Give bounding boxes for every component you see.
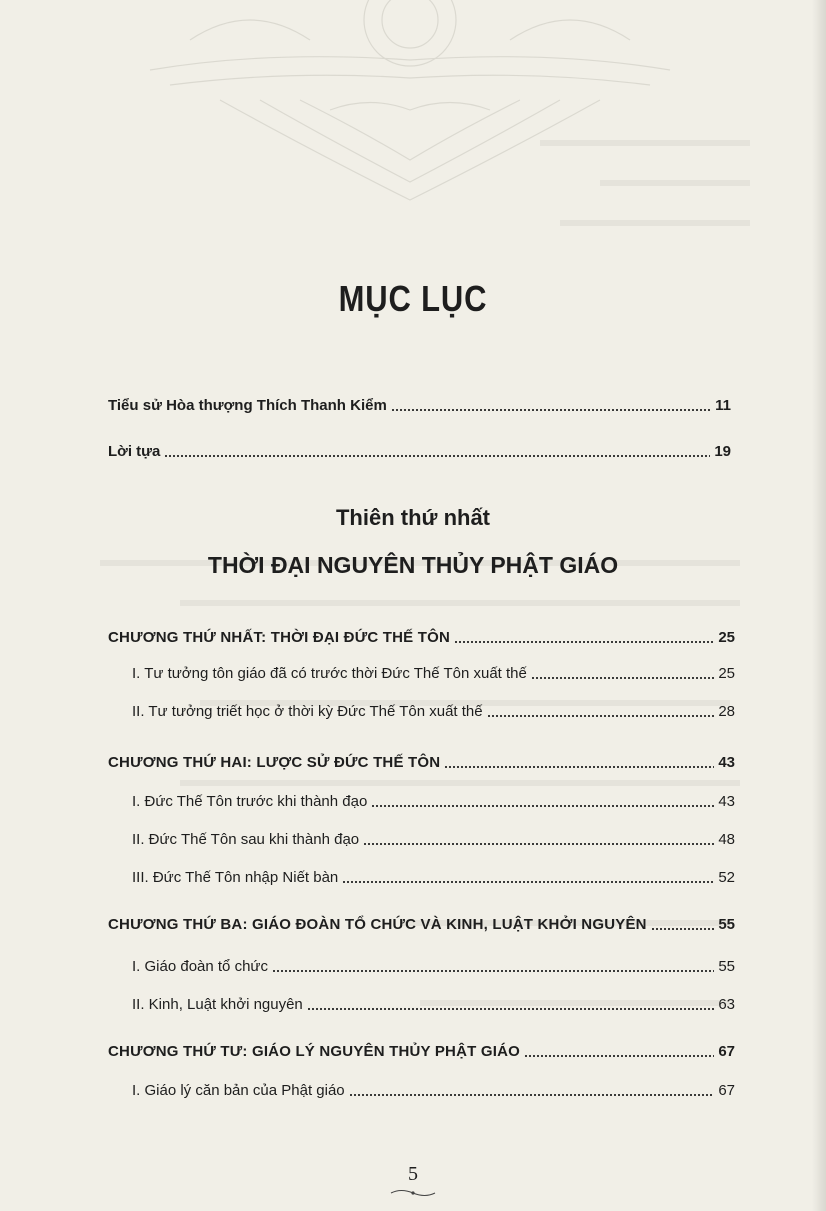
toc-entry-label: Tiểu sử Hòa thượng Thích Thanh Kiểm (108, 397, 387, 414)
toc-entry-page: 19 (714, 443, 731, 460)
chapter-label: CHƯƠNG THỨ TƯ: GIÁO LÝ NGUYÊN THỦY PHẬT GIÁO (108, 1043, 520, 1060)
toc-chapter-4[interactable] (108, 1040, 735, 1064)
page-number-flourish (389, 1188, 437, 1198)
dot-leader (524, 1054, 714, 1058)
dot-leader (307, 1007, 715, 1011)
dot-leader (444, 765, 714, 769)
section-label: II. Đức Thế Tôn sau khi thành đạo (132, 831, 360, 848)
dot-leader (531, 676, 714, 680)
toc-chapter-3[interactable] (108, 913, 735, 937)
section-label: I. Tư tưởng tôn giáo đã có trước thời Đức Thế Tôn xuất thế (132, 665, 527, 682)
section-page: 25 (718, 665, 735, 682)
dot-leader (349, 1093, 715, 1097)
toc-entry-page: 11 (715, 397, 731, 414)
chapter-page: 43 (718, 754, 735, 771)
dot-leader (487, 714, 715, 718)
chapter-label: CHƯƠNG THỨ HAI: LƯỢC SỬ ĐỨC THẾ TÔN (108, 754, 441, 771)
toc-section[interactable] (132, 993, 735, 1017)
toc-entry-biography[interactable] (108, 394, 731, 418)
section-page: 28 (718, 703, 735, 720)
toc-section[interactable] (132, 662, 735, 686)
dot-leader (651, 927, 715, 931)
section-page: 67 (718, 1082, 735, 1099)
section-label: III. Đức Thế Tôn nhập Niết bàn (132, 869, 339, 886)
chapter-page: 55 (718, 916, 735, 933)
toc-chapter-2[interactable] (108, 751, 735, 775)
section-label: II. Tư tưởng triết học ở thời kỳ Đức Thế Tôn xuất thế (132, 703, 483, 720)
section-label: II. Kinh, Luật khởi nguyên (132, 996, 303, 1013)
toc-section[interactable] (132, 790, 735, 814)
part-title: THỜI ĐẠI NGUYÊN THỦY PHẬT GIÁO (207, 552, 619, 578)
section-page: 63 (718, 996, 735, 1013)
section-page: 48 (718, 831, 735, 848)
dot-leader (164, 454, 710, 458)
section-page: 52 (718, 869, 735, 886)
dot-leader (272, 969, 714, 973)
toc-section[interactable] (132, 828, 735, 852)
dot-leader (371, 804, 714, 808)
page-edge-shadow (812, 0, 826, 1211)
toc-section[interactable] (132, 700, 735, 724)
section-page: 55 (718, 958, 735, 975)
section-label: I. Giáo lý căn bản của Phật giáo (132, 1082, 345, 1099)
chapter-label: CHƯƠNG THỨ BA: GIÁO ĐOÀN TỔ CHỨC VÀ KINH, LUẬT KHỞI NGUYÊN (108, 916, 647, 933)
page-number: 5 (408, 1163, 418, 1185)
chapter-label: CHƯƠNG THỨ NHẤT: THỜI ĐẠI ĐỨC THẾ TÔN (108, 629, 450, 646)
part-label: Thiên thứ nhất (335, 505, 491, 530)
toc-section[interactable] (132, 866, 735, 890)
toc-chapter-1[interactable] (108, 626, 735, 650)
section-label: I. Đức Thế Tôn trước khi thành đạo (132, 793, 368, 810)
section-page: 43 (718, 793, 735, 810)
dot-leader (454, 640, 714, 644)
toc-title: MỤC LỤC (338, 278, 488, 319)
toc-entry-label: Lời tựa (108, 443, 161, 460)
chapter-page: 67 (718, 1043, 735, 1060)
toc-section[interactable] (132, 955, 735, 979)
section-label: I. Giáo đoàn tổ chức (132, 958, 268, 975)
dot-leader (342, 880, 714, 884)
toc-section[interactable] (132, 1079, 735, 1103)
toc-entry-preface[interactable] (108, 440, 731, 464)
chapter-page: 25 (718, 629, 735, 646)
dot-leader (391, 408, 711, 412)
dot-leader (363, 842, 714, 846)
